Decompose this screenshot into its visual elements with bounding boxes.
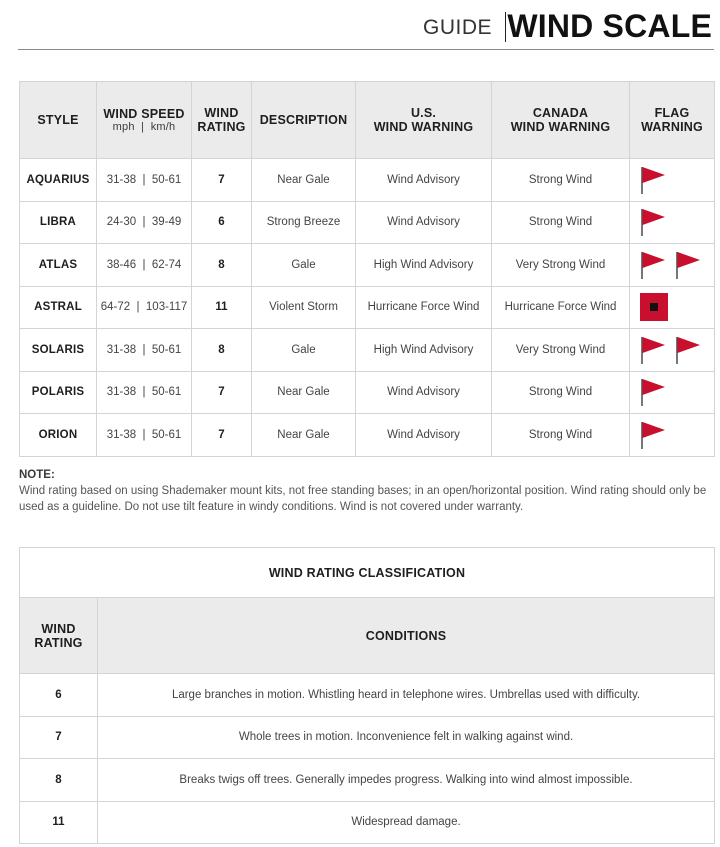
cell-canada-wind-warning: Strong Wind: [492, 371, 630, 414]
classification-header-conditions: CONDITIONS: [98, 598, 715, 674]
note-block: [19, 467, 709, 515]
cell-wind-rating: 11: [192, 286, 252, 329]
cell-style: POLARIS: [20, 371, 97, 414]
cell-description: Gale: [252, 244, 356, 287]
wind-scale-row-orion: [20, 414, 715, 457]
cell-wind-speed: 24-30 | 39-49: [97, 201, 192, 244]
classification-cell-conditions: Whole trees in motion. Inconvenience felt in walking against wind.: [98, 716, 715, 759]
cell-us-wind-warning: Wind Advisory: [356, 371, 492, 414]
cell-us-wind-warning: Wind Advisory: [356, 159, 492, 202]
cell-wind-rating: 8: [192, 329, 252, 372]
cell-style: ASTRAL: [20, 286, 97, 329]
header-style: STYLE: [20, 82, 97, 159]
cell-wind-speed: 64-72 | 103-117: [97, 286, 192, 329]
header-separator: [505, 12, 507, 42]
header-wind-speed: WIND SPEED mph | km/h: [97, 82, 192, 159]
classification-caption: WIND RATING CLASSIFICATION: [20, 548, 715, 598]
cell-style: SOLARIS: [20, 329, 97, 372]
page-title: WIND SCALE: [507, 8, 712, 44]
note-text: Wind rating based on using Shademaker mount kits, not free standing bases; in an open/horizontal position. Wind rating should only be used as a guideline. Do not use tilt feature in windy conditions. Wind is not covered under warranty.: [19, 485, 707, 513]
wind-scale-table: [19, 81, 715, 457]
cell-flag-warning: [630, 244, 715, 287]
cell-wind-speed: 31-38 | 50-61: [97, 159, 192, 202]
cell-style: AQUARIUS: [20, 159, 97, 202]
classification-row: [20, 759, 715, 802]
red-pennant-flag-icon: [640, 335, 666, 365]
cell-description: Near Gale: [252, 159, 356, 202]
cell-wind-speed: 31-38 | 50-61: [97, 329, 192, 372]
wind-scale-row-libra: [20, 201, 715, 244]
header-us-wind-warning: U.S. WIND WARNING: [356, 82, 492, 159]
classification-header-rating: WIND RATING: [20, 598, 98, 674]
red-pennant-flag-icon: [675, 250, 701, 280]
note-label: NOTE:: [19, 469, 55, 481]
header-guide-label: GUIDE: [422, 16, 492, 39]
classification-cell-rating: 7: [20, 716, 98, 759]
red-pennant-flag-icon: [640, 165, 666, 195]
cell-canada-wind-warning: Strong Wind: [492, 414, 630, 457]
cell-description: Strong Breeze: [252, 201, 356, 244]
cell-style: LIBRA: [20, 201, 97, 244]
wind-scale-row-aquarius: [20, 159, 715, 202]
red-pennant-flag-icon: [640, 420, 666, 450]
cell-canada-wind-warning: Strong Wind: [492, 159, 630, 202]
classification-row: [20, 674, 715, 717]
cell-style: ORION: [20, 414, 97, 457]
red-pennant-flag-icon: [640, 207, 666, 237]
classification-row: [20, 716, 715, 759]
cell-wind-rating: 7: [192, 159, 252, 202]
cell-flag-warning: [630, 414, 715, 457]
cell-flag-warning: [630, 286, 715, 329]
wind-scale-header-row: [20, 82, 715, 159]
cell-flag-warning: [630, 201, 715, 244]
cell-flag-warning: [630, 329, 715, 372]
red-pennant-flag-icon: [640, 377, 666, 407]
page-header: [18, 0, 714, 50]
cell-canada-wind-warning: Hurricane Force Wind: [492, 286, 630, 329]
header-wind-speed-units: mph | km/h: [112, 120, 176, 133]
classification-header-row: [20, 598, 715, 674]
cell-flag-warning: [630, 371, 715, 414]
red-pennant-flag-icon: [675, 335, 701, 365]
classification-cell-rating: 6: [20, 674, 98, 717]
cell-description: Violent Storm: [252, 286, 356, 329]
cell-wind-speed: 31-38 | 50-61: [97, 371, 192, 414]
wind-scale-row-polaris: [20, 371, 715, 414]
cell-style: ATLAS: [20, 244, 97, 287]
wind-scale-row-solaris: [20, 329, 715, 372]
cell-wind-rating: 6: [192, 201, 252, 244]
wind-scale-row-atlas: [20, 244, 715, 287]
cell-us-wind-warning: Wind Advisory: [356, 201, 492, 244]
cell-canada-wind-warning: Very Strong Wind: [492, 244, 630, 287]
cell-us-wind-warning: High Wind Advisory: [356, 244, 492, 287]
classification-cell-conditions: Large branches in motion. Whistling heard in telephone wires. Umbrellas used with difficulty.: [98, 674, 715, 717]
wind-rating-classification-table: [19, 547, 715, 844]
cell-us-wind-warning: High Wind Advisory: [356, 329, 492, 372]
header-flag-warning: FLAG WARNING: [630, 82, 715, 159]
cell-description: Near Gale: [252, 371, 356, 414]
classification-cell-rating: 8: [20, 759, 98, 802]
cell-us-wind-warning: Hurricane Force Wind: [356, 286, 492, 329]
classification-row: [20, 801, 715, 844]
cell-wind-speed: 31-38 | 50-61: [97, 414, 192, 457]
cell-wind-speed: 38-46 | 62-74: [97, 244, 192, 287]
wind-scale-row-astral: [20, 286, 715, 329]
cell-flag-warning: [630, 159, 715, 202]
header-wind-rating: WIND RATING: [192, 82, 252, 159]
cell-wind-rating: 8: [192, 244, 252, 287]
cell-wind-rating: 7: [192, 371, 252, 414]
cell-description: Gale: [252, 329, 356, 372]
cell-description: Near Gale: [252, 414, 356, 457]
header-description: DESCRIPTION: [252, 82, 356, 159]
classification-cell-conditions: Widespread damage.: [98, 801, 715, 844]
classification-cell-rating: 11: [20, 801, 98, 844]
classification-cell-conditions: Breaks twigs off trees. Generally impedes progress. Walking into wind almost impossible.: [98, 759, 715, 802]
header-canada-wind-warning: CANADA WIND WARNING: [492, 82, 630, 159]
hurricane-warning-flag-icon: [640, 293, 668, 321]
cell-wind-rating: 7: [192, 414, 252, 457]
cell-canada-wind-warning: Strong Wind: [492, 201, 630, 244]
cell-canada-wind-warning: Very Strong Wind: [492, 329, 630, 372]
red-pennant-flag-icon: [640, 250, 666, 280]
cell-us-wind-warning: Wind Advisory: [356, 414, 492, 457]
